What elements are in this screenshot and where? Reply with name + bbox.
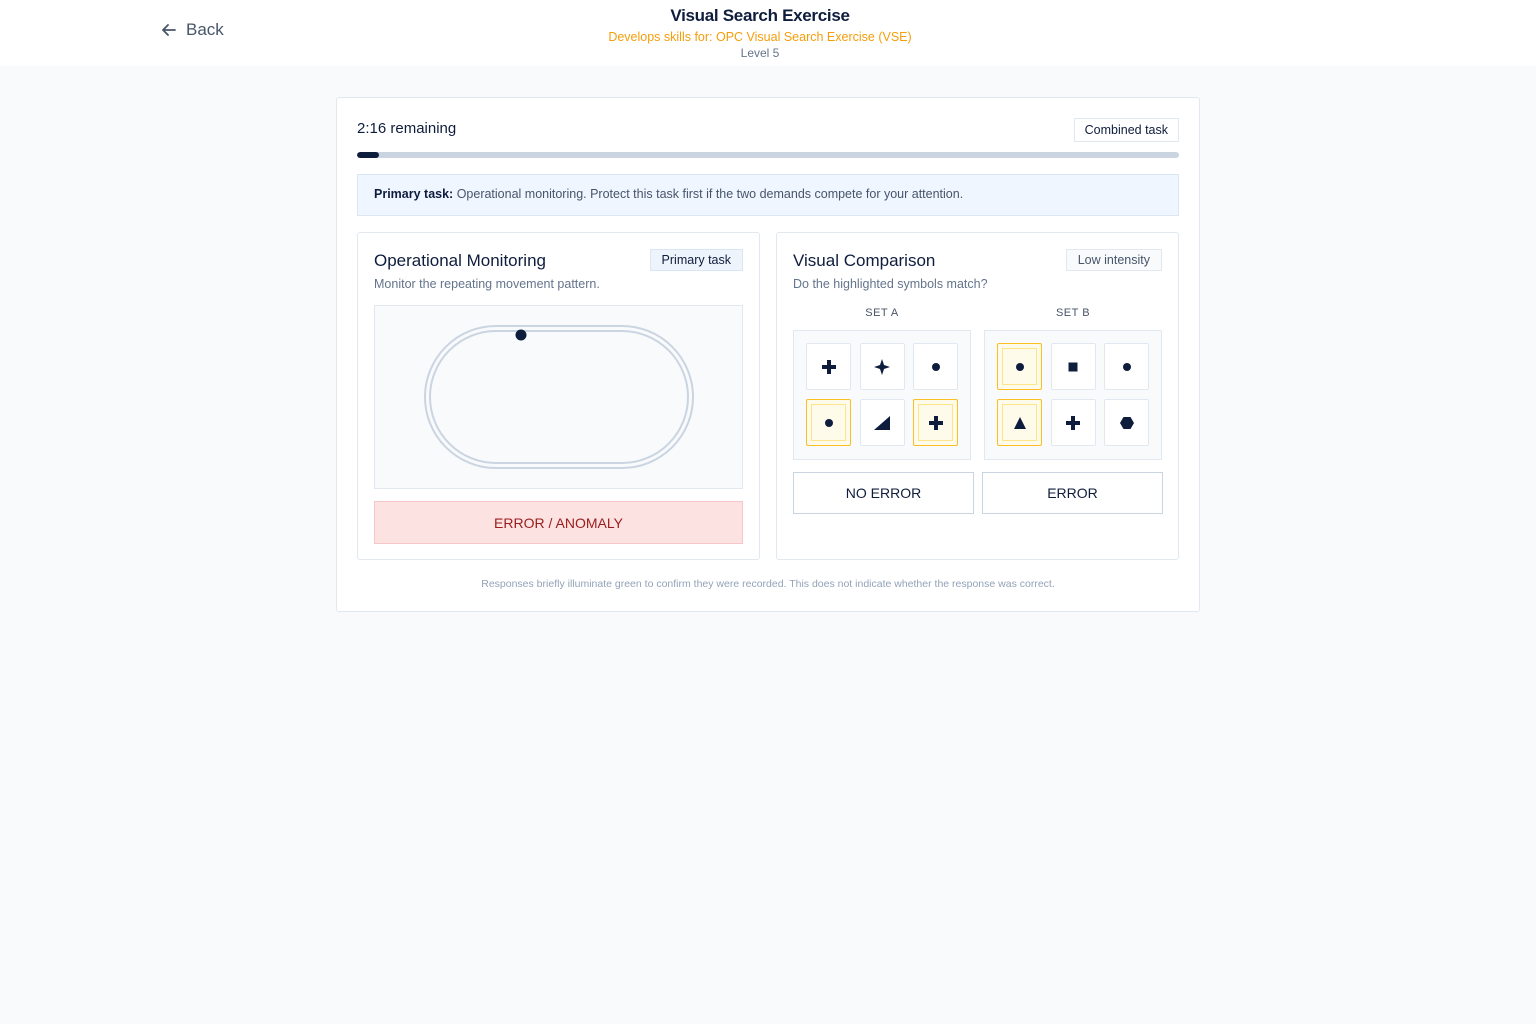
monitoring-description: Monitor the repeating movement pattern.	[374, 277, 600, 291]
cross-icon	[820, 358, 838, 376]
set-a-label: SET A	[865, 307, 899, 319]
progress-bar	[357, 152, 1179, 158]
movement-monitor	[374, 305, 743, 489]
exercise-card	[336, 97, 1200, 612]
star-icon	[873, 358, 891, 376]
set-b-label: SET B	[1055, 307, 1091, 319]
mode-tag: Combined task	[1074, 118, 1179, 142]
set-b-symbol-1	[997, 343, 1042, 390]
intensity-tag: Low intensity	[1066, 249, 1162, 271]
cross-icon	[1064, 414, 1082, 432]
footnote: Responses briefly illuminate green to confirm they were recorded. This does not indicate whether the response was correct.	[481, 578, 1055, 590]
monitoring-title: Operational Monitoring	[374, 251, 546, 270]
set-a-symbol-4	[806, 399, 851, 446]
no-error-button[interactable]: NO ERROR	[793, 472, 974, 514]
timer-readout: 2:16 remaining	[357, 120, 457, 137]
page-subtitle: Develops skills for: OPC Visual Search Exercise (VSE)	[608, 30, 912, 44]
notice-label: Primary task:	[374, 187, 454, 201]
page-title: Visual Search Exercise	[670, 6, 850, 25]
set-a-symbol-3	[913, 343, 958, 390]
notice-text: Operational monitoring. Protect this task first if the two demands compete for your attention.	[453, 187, 964, 201]
primary-task-tag: Primary task	[650, 249, 743, 271]
triangle-icon	[1011, 414, 1029, 432]
set-b-symbol-5	[1051, 399, 1096, 446]
error-anomaly-button[interactable]: ERROR / ANOMALY	[374, 501, 743, 544]
moving-dot	[516, 330, 527, 341]
set-b-symbol-2	[1051, 343, 1096, 390]
dot-icon	[1118, 358, 1136, 376]
set-b-symbol-3	[1104, 343, 1149, 390]
visual-comparison-panel	[776, 232, 1179, 560]
set-a-symbol-2	[860, 343, 905, 390]
cross-icon	[927, 414, 945, 432]
dot-icon	[1011, 358, 1029, 376]
set-b-symbol-6	[1104, 399, 1149, 446]
comparison-title: Visual Comparison	[793, 251, 936, 270]
set-b-symbol-4	[997, 399, 1042, 446]
progress-fill	[357, 152, 379, 158]
top-bar	[0, 0, 1536, 66]
set-a-symbol-6	[913, 399, 958, 446]
right-triangle-icon	[873, 414, 891, 432]
hexagon-icon	[1118, 414, 1136, 432]
movement-track	[375, 306, 744, 490]
square-icon	[1064, 358, 1082, 376]
set-a-symbol-1	[806, 343, 851, 390]
set-a-grid	[793, 330, 971, 460]
dot-icon	[927, 358, 945, 376]
set-b-grid	[984, 330, 1162, 460]
operational-monitoring-panel	[357, 232, 760, 560]
error-button[interactable]: ERROR	[982, 472, 1163, 514]
primary-task-notice	[357, 174, 1179, 216]
dot-icon	[820, 414, 838, 432]
level-indicator: Level 5	[740, 46, 780, 60]
set-a-symbol-5	[860, 399, 905, 446]
comparison-description: Do the highlighted symbols match?	[793, 277, 988, 291]
back-label: Back	[186, 20, 224, 39]
